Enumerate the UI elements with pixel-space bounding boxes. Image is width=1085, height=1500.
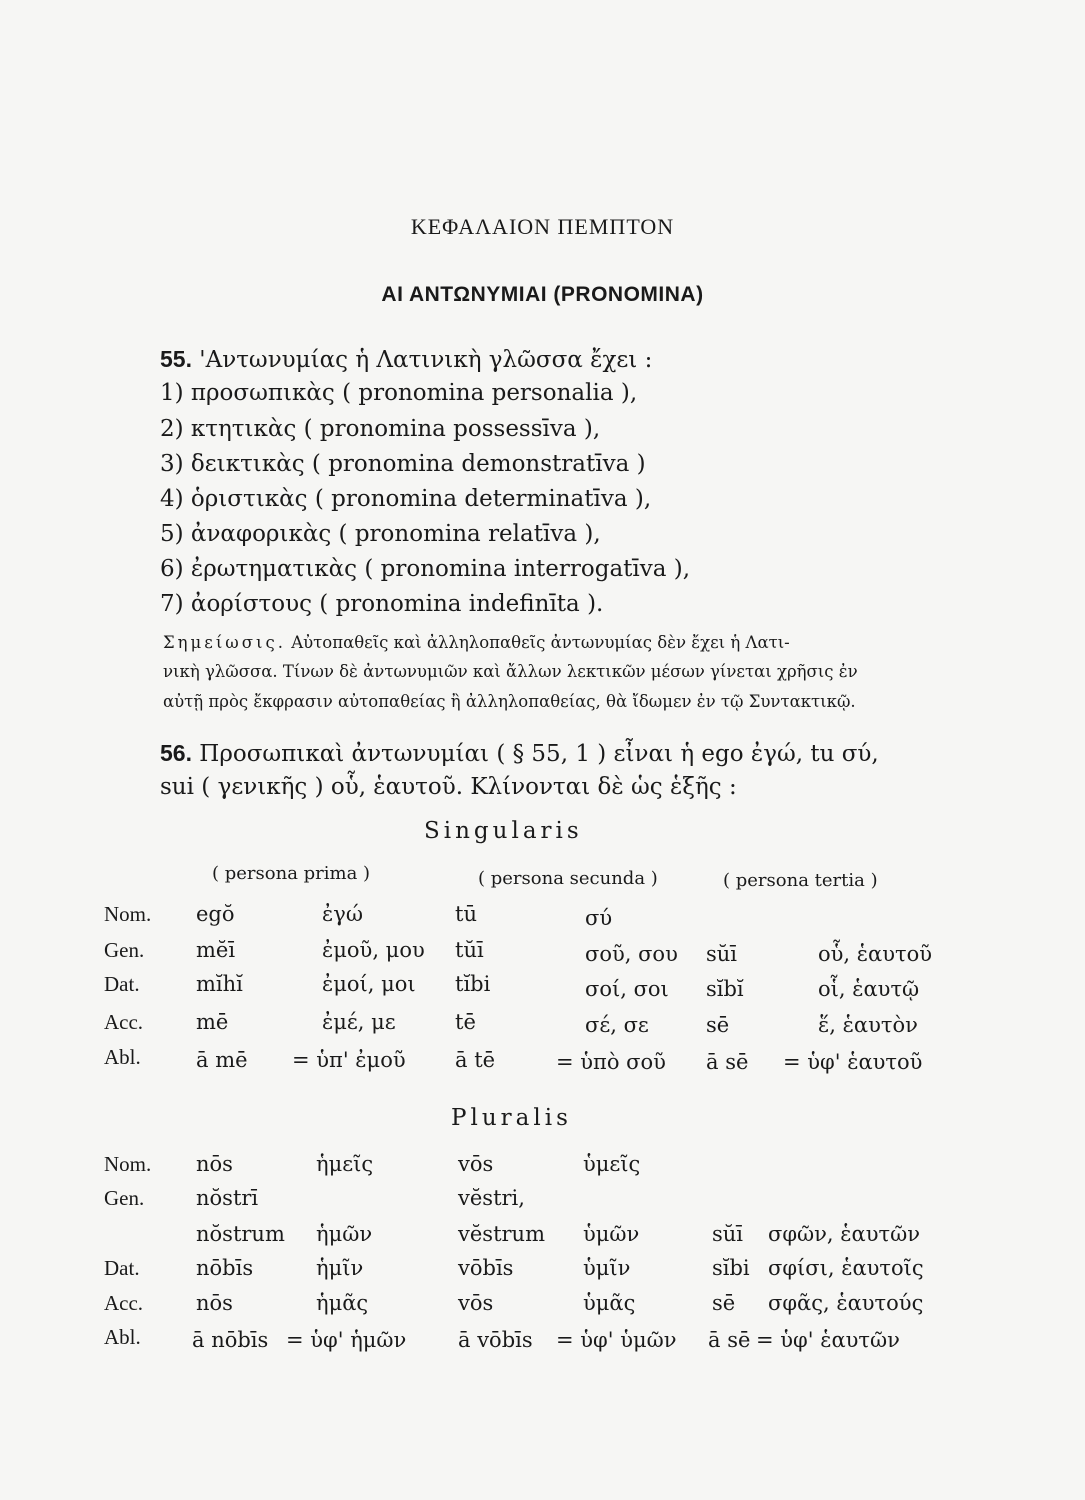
case-label: Gen. xyxy=(104,1186,145,1210)
cell-latin-2: vĕstrum xyxy=(458,1222,545,1246)
s55-intro: 'Αντωνυμίας ἡ Λατινικὴ γλῶσσα ἔχει : xyxy=(199,347,653,373)
cell-latin-2: tē xyxy=(455,1010,476,1034)
person-secunda-header: ( persona secunda ) xyxy=(478,868,658,889)
case-label: Acc. xyxy=(104,1291,144,1315)
cell-greek-2: = ὑπὸ σοῦ xyxy=(556,1050,666,1074)
cell-latin-3: ā sē xyxy=(706,1050,749,1074)
case-label: Acc. xyxy=(104,1010,144,1034)
s56-text-1: Προσωπικαὶ ἀντωνυμίαι ( § 55, 1 ) εἶναι ἡ ego ἐγώ, tu σύ, xyxy=(199,741,879,767)
cell-latin-1: egŏ xyxy=(196,902,235,926)
note-line-3: αὐτῇ πρὸς ἔκφρασιν αὐτοπαθείας ἢ ἀλληλοπαθείας, θὰ ἴδωμεν ἐν τῷ Συντακτικῷ. xyxy=(163,692,856,711)
section-title: ΑΙ ΑΝΤΩΝΥΜΙΑΙ (PRONOMINA) xyxy=(381,283,704,306)
cell-greek-2: σοί, σοι xyxy=(585,977,669,1001)
s55-intro-line xyxy=(160,346,652,373)
cell-greek-3: σφᾶς, ἑαυτούς xyxy=(768,1291,924,1315)
cell-latin-1: ā nōbīs xyxy=(192,1328,269,1352)
cell-latin-1: nōs xyxy=(196,1152,233,1176)
cell-greek-1: = ὑφ' ἡμῶν xyxy=(286,1328,407,1352)
cell-greek-2: σοῦ, σου xyxy=(585,942,678,966)
cell-greek-2: ὑμῖν xyxy=(583,1256,631,1280)
person-tertia-header: ( persona tertia ) xyxy=(723,870,878,891)
cell-greek-2: ὑμᾶς xyxy=(583,1291,636,1315)
cell-greek-1: ἐμοῦ, μου xyxy=(322,938,425,962)
cell-greek-2: = ὑφ' ὑμῶν xyxy=(556,1328,677,1352)
cell-greek-1: ἐμοί, μοι xyxy=(322,972,416,996)
pluralis-heading: Pluralis xyxy=(451,1105,572,1131)
cell-latin-3: sē xyxy=(712,1291,736,1315)
cell-latin-1: mĕī xyxy=(196,938,236,962)
s55-item-3: 3) δεικτικὰς ( pronomina demonstratīva ) xyxy=(160,451,646,477)
s55-item-5: 5) ἀναφορικὰς ( pronomina relatīva ), xyxy=(160,521,601,547)
cell-latin-3: sē xyxy=(706,1013,730,1037)
cell-latin-1: mē xyxy=(196,1010,229,1034)
singularis-heading: Singularis xyxy=(424,818,583,844)
case-label: Abl. xyxy=(104,1045,141,1069)
s56-line-2: sui ( γενικῆς ) οὗ, ἑαυτοῦ. Κλίνονται δὲ ὡς ἑξῆς : xyxy=(160,774,737,800)
s55-item-2: 2) κτητικὰς ( pronomina possessīva ), xyxy=(160,416,601,442)
cell-latin-2: vōs xyxy=(458,1152,494,1176)
cell-greek-2: σέ, σε xyxy=(585,1013,649,1037)
case-label: Dat. xyxy=(104,972,140,996)
cell-latin-2: vĕstri, xyxy=(458,1186,525,1210)
cell-greek-3: οἷ, ἑαυτῷ xyxy=(818,977,920,1001)
s56-line-1 xyxy=(160,740,879,767)
cell-latin-2: vōbīs xyxy=(458,1256,514,1280)
note-text-1: Αὐτοπαθεῖς καὶ ἀλληλοπαθεῖς ἀντωνυμίας δὲν ἔχει ἡ Λατι- xyxy=(291,633,790,652)
cell-greek-1: ἐμέ, με xyxy=(322,1010,396,1034)
cell-greek-3: = ὑφ' ἑαυτῶν xyxy=(756,1328,900,1352)
case-label: Gen. xyxy=(104,938,145,962)
note-label: Σημείωσις. xyxy=(163,633,286,652)
cell-greek-1: ἡμῶν xyxy=(316,1222,373,1246)
case-label: Dat. xyxy=(104,1256,140,1280)
cell-latin-3: ā sē xyxy=(708,1328,751,1352)
note-line-1 xyxy=(163,633,790,652)
s56-number: 56. xyxy=(160,740,192,766)
cell-latin-1: nōs xyxy=(196,1291,233,1315)
case-label: Nom. xyxy=(104,1152,152,1176)
note-line-2: νικὴ γλῶσσα. Τίνων δὲ ἀντωνυμιῶν καὶ ἄλλων λεκτικῶν μέσων γίνεται χρῆσις ἐν xyxy=(163,662,858,681)
cell-latin-1: nōbīs xyxy=(196,1256,254,1280)
s55-number: 55. xyxy=(160,346,192,372)
cell-greek-1: ἡμᾶς xyxy=(316,1291,369,1315)
cell-latin-2: vōs xyxy=(458,1291,494,1315)
s55-item-6: 6) ἐρωτηματικὰς ( pronomina interrogatīva ), xyxy=(160,556,691,582)
cell-greek-3: σφίσι, ἑαυτοῖς xyxy=(768,1256,924,1280)
cell-greek-1: ἐγώ xyxy=(322,902,363,926)
s55-item-4: 4) ὁριστικὰς ( pronomina determinatīva ), xyxy=(160,486,652,512)
cell-greek-2: σύ xyxy=(585,906,613,930)
cell-greek-1: ἡμεῖς xyxy=(316,1152,374,1176)
s55-item-1: 1) προσωπικὰς ( pronomina personalia ), xyxy=(160,380,638,406)
cell-latin-2: ā tē xyxy=(455,1048,496,1072)
person-prima-header: ( persona prima ) xyxy=(212,863,371,884)
cell-latin-2: tĭbi xyxy=(455,972,491,996)
cell-latin-3: sĭbĭ xyxy=(706,977,744,1001)
cell-latin-1: nŏstrī xyxy=(196,1186,259,1210)
cell-latin-1: ā mē xyxy=(196,1048,248,1072)
cell-latin-1: nŏstrum xyxy=(196,1222,285,1246)
cell-greek-3: οὗ, ἑαυτοῦ xyxy=(818,942,933,966)
cell-latin-3: sŭī xyxy=(706,942,738,966)
case-label: Abl. xyxy=(104,1325,141,1349)
cell-latin-3: sŭī xyxy=(712,1222,744,1246)
cell-latin-2: tū xyxy=(455,902,477,926)
cell-greek-3: ἕ, ἑαυτὸν xyxy=(818,1013,918,1037)
cell-latin-3: sĭbi xyxy=(712,1256,750,1280)
cell-latin-2: ā vōbīs xyxy=(458,1328,533,1352)
chapter-title: ΚΕΦΑΛΑΙΟΝ ΠΕΜΠΤΟΝ xyxy=(410,214,675,239)
cell-greek-3: = ὑφ' ἑαυτοῦ xyxy=(783,1050,923,1074)
cell-greek-1: ἡμῖν xyxy=(316,1256,364,1280)
s55-item-7: 7) ἀορίστους ( pronomina indefinīta ). xyxy=(160,591,604,617)
case-label: Nom. xyxy=(104,902,152,926)
cell-greek-2: ὑμεῖς xyxy=(583,1152,641,1176)
cell-greek-1: = ὑπ' ἐμοῦ xyxy=(292,1048,406,1072)
cell-greek-2: ὑμῶν xyxy=(583,1222,640,1246)
cell-latin-1: mĭhĭ xyxy=(196,972,243,996)
cell-latin-2: tŭī xyxy=(455,938,484,962)
cell-greek-3: σφῶν, ἑαυτῶν xyxy=(768,1222,921,1246)
